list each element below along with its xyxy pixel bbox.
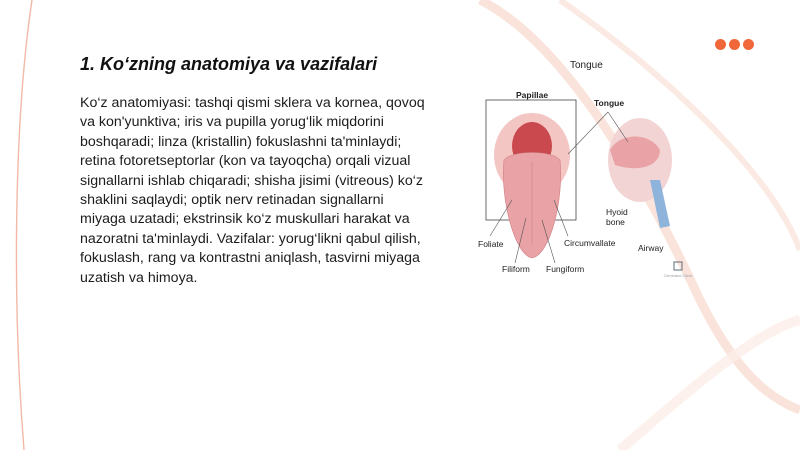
label-circumvallate: Circumvallate	[564, 238, 616, 248]
airway-side-view	[650, 180, 670, 228]
figure-credit: Cleveland Clinic	[663, 273, 693, 278]
label-foliate: Foliate	[478, 239, 504, 249]
background-arc-left	[16, 0, 32, 450]
slide-body-text: Ko‘z anatomiyasi: tashqi qismi sklera va kornea, qovoq va kon'yunktiva; iris va pupilla yorug‘lik miqdorini boshqaradi; linza (kristallin) fokuslashni ta'minlaydi; retina fotoretseptorlar (kon va tayoqcha) orqali vizual signallarni ishlab chiqaradi; shisha jisimi (vitreous) ko‘z shaklini saqlaydi; optik nerv retinadan signallarni miyaga uzatadi; ekstrinsik ko‘z muskullari harakat va nazoratni ta'minlaydi. Vazifalar: yorug‘likni qabul qilish, fokuslash, rang va kontrastni aniqlash, tasvirni miyaga uzatish va himoya.	[80, 95, 425, 286]
tongue-illustration	[460, 50, 710, 300]
label-tongue: Tongue	[594, 98, 625, 108]
label-papillae: Papillae	[516, 90, 549, 100]
dot-icon	[715, 39, 726, 50]
credit-logo-icon	[674, 262, 682, 270]
label-hyoid-bone: Hyoid bone	[606, 207, 628, 227]
tongue-anatomy-figure	[460, 50, 710, 300]
figure-title: Tongue	[570, 60, 603, 71]
decorative-dots	[715, 39, 754, 50]
slide-title: 1. Ko‘zning anatomiya va vazifalari	[80, 54, 378, 74]
label-fungiform: Fungiform	[546, 264, 585, 274]
label-filiform: Filiform	[502, 264, 530, 274]
dot-icon	[729, 39, 740, 50]
dot-icon	[743, 39, 754, 50]
background-arc-bottom	[620, 320, 800, 450]
label-airway: Airway	[638, 243, 664, 253]
